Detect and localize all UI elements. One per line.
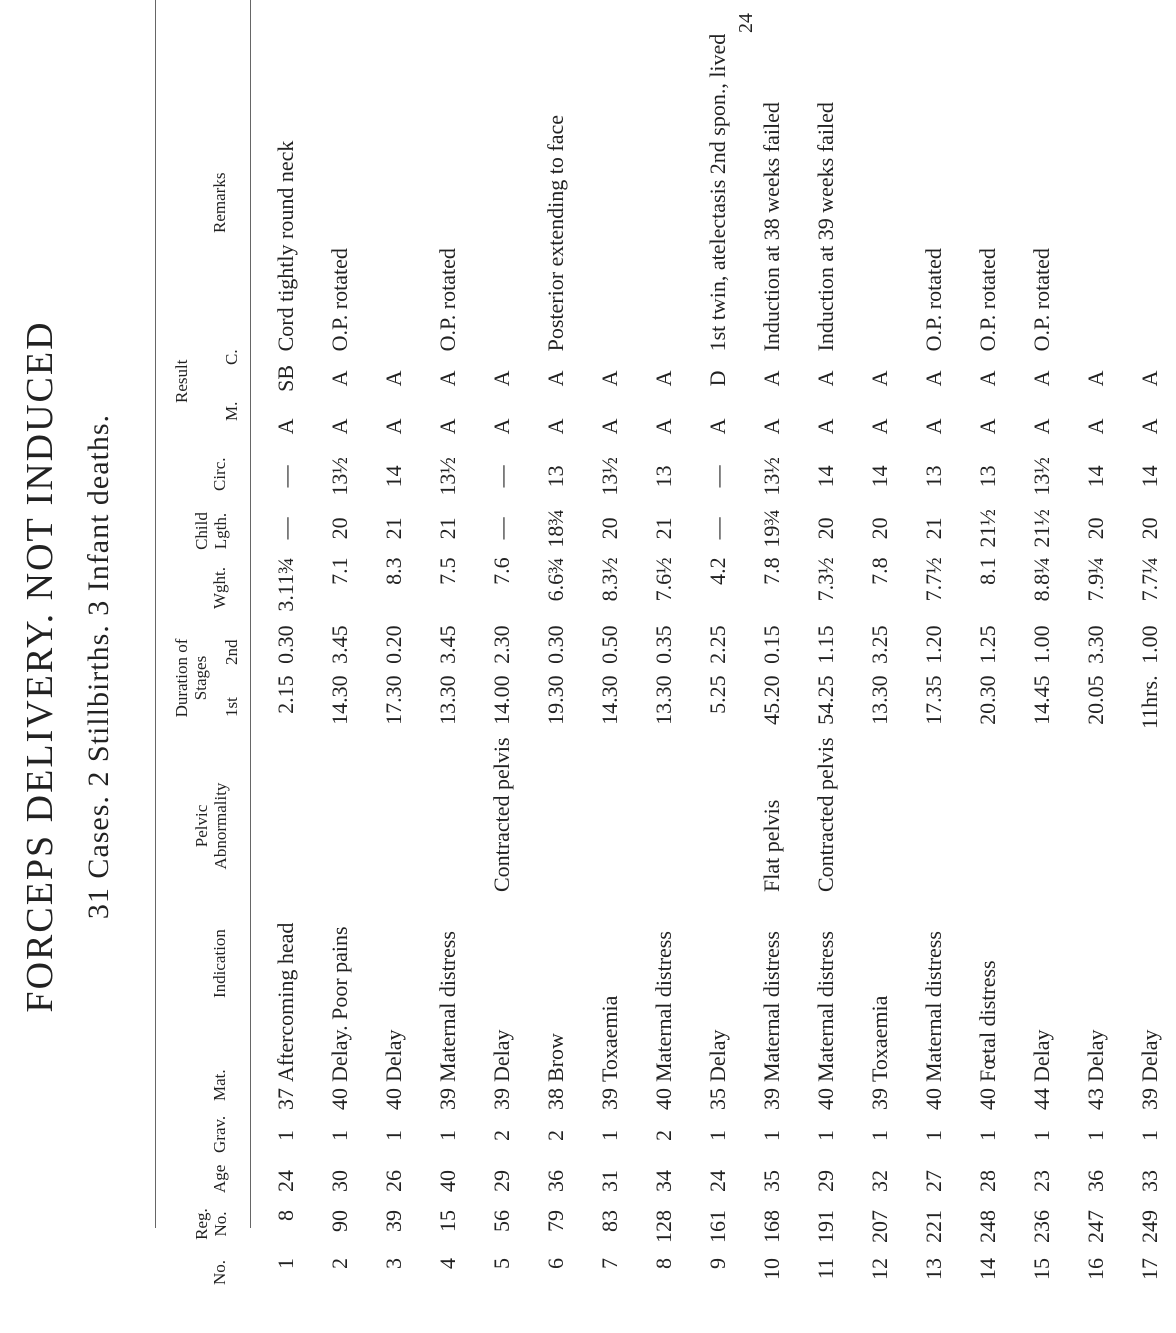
cell-m: A	[1028, 418, 1054, 435]
cell-lgth: 21	[434, 517, 460, 540]
cell-circ: 13½	[1028, 457, 1054, 496]
cell-m: A	[1136, 418, 1162, 435]
cell-lgth: 20	[1082, 517, 1108, 540]
cell-indication: Aftercoming head	[272, 922, 298, 1082]
cell-second: 2.25	[704, 625, 730, 664]
cell-second: 1.20	[920, 625, 946, 664]
cell-mat: 40	[650, 1088, 676, 1110]
cell-age: 26	[380, 1170, 406, 1192]
cell-lgth: —	[488, 517, 514, 540]
cell-second: 0.30	[272, 625, 298, 664]
cell-no: 8	[650, 1258, 676, 1269]
cell-second: 3.30	[1082, 625, 1108, 664]
table-row	[420, 31, 474, 1293]
cell-circ: —	[704, 465, 730, 488]
cell-lgth: 21	[650, 517, 676, 540]
cell-remarks	[474, 31, 528, 355]
cell-circ: 14	[1082, 465, 1108, 488]
page-subtitle: 31 Cases. 2 Stillbirths. 3 Infant deaths.	[82, 413, 115, 920]
cell-age: 32	[866, 1170, 892, 1192]
cell-reg: 90	[326, 1210, 352, 1232]
cell-c: A	[596, 370, 622, 387]
cell-m: A	[920, 418, 946, 435]
cell-age: 34	[650, 1170, 676, 1192]
cell-lgth: —	[272, 517, 298, 540]
cell-remarks	[1122, 31, 1176, 355]
cell-reg: 161	[704, 1210, 730, 1243]
cell-lgth: —	[704, 517, 730, 540]
cell-no: 3	[380, 1258, 406, 1269]
cell-indication: Brow	[542, 1033, 568, 1082]
cell-grav: 1	[596, 1130, 622, 1141]
col-header-pelvic: Pelvic Abnormality	[192, 782, 230, 870]
header-top-rule	[155, 0, 156, 1228]
cell-m: A	[542, 418, 568, 435]
cell-age: 24	[272, 1170, 298, 1192]
cell-mat: 39	[488, 1088, 514, 1110]
page-title: FORCEPS DELIVERY. NOT INDUCED	[19, 320, 61, 1013]
cell-grav: 1	[974, 1130, 1000, 1141]
cell-first: 20.30	[974, 675, 1000, 725]
cell-remarks: O.P. rotated	[434, 248, 460, 352]
cell-remarks: Induction at 38 weeks failed	[758, 102, 784, 352]
cell-age: 40	[434, 1170, 460, 1192]
cell-no: 14	[974, 1258, 1000, 1280]
cell-second: 0.35	[650, 625, 676, 664]
col-header-age: Age	[210, 1164, 229, 1193]
cell-wght: 7.8	[758, 557, 784, 585]
cell-indication: Maternal distress	[812, 931, 838, 1082]
cell-first: 19.30	[542, 675, 568, 725]
cell-age: 36	[542, 1170, 568, 1192]
cell-circ: 13½	[434, 457, 460, 496]
cell-wght: 8.3	[380, 557, 406, 585]
cell-no: 11	[812, 1258, 838, 1280]
cell-second: 1.25	[974, 625, 1000, 664]
cell-circ: 14	[866, 465, 892, 488]
cell-remarks: O.P. rotated	[974, 248, 1000, 352]
cell-pelvic	[582, 734, 636, 895]
col-header-duration: Duration of Stages	[172, 638, 210, 718]
cell-c: A	[758, 370, 784, 387]
cell-reg: 168	[758, 1210, 784, 1243]
cell-no: 13	[920, 1258, 946, 1280]
cell-pelvic	[1068, 734, 1122, 895]
cell-grav: 1	[380, 1130, 406, 1141]
cell-second: 0.20	[380, 625, 406, 664]
table-row	[582, 31, 636, 1293]
cell-grav: 1	[1082, 1130, 1108, 1141]
cell-remarks: 1st twin, atelectasis 2nd spon., lived	[704, 33, 730, 352]
cell-c: A	[1082, 370, 1108, 387]
cell-second: 1.15	[812, 625, 838, 664]
cell-reg: 39	[380, 1210, 406, 1232]
cell-mat: 43	[1082, 1088, 1108, 1110]
col-header-mat: Mat.	[210, 1069, 229, 1101]
table-row	[906, 31, 960, 1293]
cell-first: 2.15	[272, 675, 298, 714]
cell-no: 5	[488, 1258, 514, 1269]
cell-circ: 14	[812, 465, 838, 488]
col-header-wght: Wght.	[210, 566, 229, 609]
col-header-no: No.	[210, 1259, 229, 1285]
cell-pelvic	[1014, 734, 1068, 895]
cell-mat: 40	[812, 1088, 838, 1110]
cell-indication: Maternal distress	[434, 931, 460, 1082]
table-row	[258, 31, 312, 1293]
cell-first: 5.25	[704, 675, 730, 714]
cell-c: A	[920, 370, 946, 387]
cell-wght: 8.3½	[596, 557, 622, 602]
cell-age: 23	[1028, 1170, 1054, 1192]
cell-grav: 1	[272, 1130, 298, 1141]
table-row	[474, 31, 528, 1293]
cell-reg: 15	[434, 1210, 460, 1232]
cell-age: 24	[704, 1170, 730, 1192]
cell-remarks	[852, 31, 906, 355]
cell-remarks	[636, 31, 690, 355]
cell-lgth: 21½	[1028, 509, 1054, 548]
cell-wght: 8.1	[974, 557, 1000, 585]
cell-lgth: 21	[920, 517, 946, 540]
cell-grav: 1	[1028, 1130, 1054, 1141]
cell-mat: 38	[542, 1088, 568, 1110]
cell-pelvic	[906, 734, 960, 895]
cell-no: 15	[1028, 1258, 1054, 1280]
cell-indication: Maternal distress	[758, 931, 784, 1082]
cell-m: A	[380, 418, 406, 435]
table-row	[636, 31, 690, 1293]
cell-indication: Maternal distress	[920, 931, 946, 1082]
cell-indication: Maternal distress	[650, 931, 676, 1082]
forceps-cases-table	[258, 31, 1176, 1293]
cell-grav: 1	[434, 1130, 460, 1141]
cell-age: 35	[758, 1170, 784, 1192]
cell-m: A	[866, 418, 892, 435]
cell-mat: 37	[272, 1088, 298, 1110]
cell-circ: 13	[650, 465, 676, 488]
cell-indication: Delay	[1136, 1029, 1162, 1082]
col-header-remarks: Remarks	[210, 172, 229, 233]
cell-indication: Delay. Poor pains	[326, 926, 352, 1082]
cell-mat: 40	[326, 1088, 352, 1110]
cell-age: 33	[1136, 1170, 1162, 1192]
cell-c: A	[542, 370, 568, 387]
cell-mat: 40	[920, 1088, 946, 1110]
col-header-indication: Indication	[210, 929, 229, 998]
cell-first: 17.30	[380, 675, 406, 725]
cell-first: 14.00	[488, 675, 514, 725]
cell-wght: 4.2	[704, 557, 730, 585]
cell-mat: 44	[1028, 1088, 1054, 1110]
cell-c: A	[1136, 370, 1162, 387]
cell-lgth: 20	[1136, 517, 1162, 540]
cell-second: 1.00	[1028, 625, 1054, 664]
cell-no: 17	[1136, 1258, 1162, 1280]
cell-reg: 56	[488, 1210, 514, 1232]
cell-c: A	[1028, 370, 1054, 387]
cell-m: A	[272, 418, 298, 435]
cell-age: 36	[1082, 1170, 1108, 1192]
cell-lgth: 21	[380, 517, 406, 540]
cell-mat: 40	[380, 1088, 406, 1110]
cell-second: 3.45	[326, 625, 352, 664]
cell-indication: Delay	[380, 1029, 406, 1082]
cell-circ: —	[272, 465, 298, 488]
col-header-m: M.	[222, 401, 241, 421]
cell-first: 14.45	[1028, 675, 1054, 725]
cell-m: A	[434, 418, 460, 435]
cell-no: 4	[434, 1258, 460, 1269]
cell-reg: 83	[596, 1210, 622, 1232]
cell-no: 1	[272, 1258, 298, 1269]
cell-pelvic	[1122, 734, 1176, 895]
header-bottom-rule	[250, 0, 251, 1228]
cell-no: 12	[866, 1258, 892, 1280]
cell-age: 30	[326, 1170, 352, 1192]
cell-c: A	[434, 370, 460, 387]
cell-mat: 40	[974, 1088, 1000, 1110]
cell-wght: 7.3½	[812, 557, 838, 602]
table-row	[744, 31, 798, 1293]
cell-m: A	[326, 418, 352, 435]
cell-circ: —	[488, 465, 514, 488]
cell-c: A	[866, 370, 892, 387]
cell-m: A	[488, 418, 514, 435]
cell-grav: 2	[542, 1130, 568, 1141]
cell-first: 13.30	[866, 675, 892, 725]
cell-indication: Delay	[1082, 1029, 1108, 1082]
cell-grav: 1	[704, 1130, 730, 1141]
table-row	[798, 31, 852, 1293]
cell-first: 13.30	[650, 675, 676, 725]
cell-wght: 7.8	[866, 557, 892, 585]
cell-m: A	[974, 418, 1000, 435]
cell-lgth: 20	[866, 517, 892, 540]
cell-second: 1.00	[1136, 625, 1162, 664]
cell-remarks: Induction at 39 weeks failed	[812, 102, 838, 352]
cell-c: D	[704, 370, 730, 387]
cell-first: 20.05	[1082, 675, 1108, 725]
cell-pelvic	[636, 734, 690, 895]
cell-age: 31	[596, 1170, 622, 1192]
cell-reg: 79	[542, 1210, 568, 1232]
cell-pelvic: Contracted pelvis	[812, 737, 838, 892]
cell-pelvic: Contracted pelvis	[488, 737, 514, 892]
cell-grav: 1	[758, 1130, 784, 1141]
cell-wght: 7.1	[326, 557, 352, 585]
cell-first: 11hrs.	[1136, 675, 1162, 729]
cell-pelvic	[960, 734, 1014, 895]
table-row	[528, 31, 582, 1293]
cell-circ: 13	[974, 465, 1000, 488]
cell-remarks: O.P. rotated	[920, 248, 946, 352]
cell-second: 0.50	[596, 625, 622, 664]
cell-indication: Delay	[488, 1029, 514, 1082]
cell-c: SB	[272, 364, 298, 392]
cell-pelvic	[420, 734, 474, 895]
col-header-reg-no: Reg. No.	[192, 1208, 230, 1240]
cell-first: 17.35	[920, 675, 946, 725]
cell-wght: 6.6¾	[542, 557, 568, 602]
cell-no: 16	[1082, 1258, 1108, 1280]
cell-m: A	[758, 418, 784, 435]
col-header-result: Result	[172, 359, 191, 403]
cell-mat: 39	[758, 1088, 784, 1110]
cell-circ: 13½	[326, 457, 352, 496]
cell-c: A	[650, 370, 676, 387]
cell-age: 29	[812, 1170, 838, 1192]
cell-mat: 39	[866, 1088, 892, 1110]
cell-lgth: 21½	[974, 509, 1000, 548]
cell-no: 2	[326, 1258, 352, 1269]
cell-m: A	[1082, 418, 1108, 435]
cell-age: 27	[920, 1170, 946, 1192]
cell-pelvic	[258, 734, 312, 895]
col-header-child-lgth: Child Lgth.	[192, 512, 230, 550]
table-row	[312, 31, 366, 1293]
cell-first: 14.30	[326, 675, 352, 725]
cell-grav: 1	[1136, 1130, 1162, 1141]
cell-circ: 13	[542, 465, 568, 488]
cell-pelvic	[312, 734, 366, 895]
cell-pelvic	[366, 734, 420, 895]
table-row	[366, 31, 420, 1293]
cell-c: A	[488, 370, 514, 387]
cell-second: 0.30	[542, 625, 568, 664]
cell-first: 14.30	[596, 675, 622, 725]
cell-no: 10	[758, 1258, 784, 1280]
col-header-circ: Circ.	[210, 457, 229, 491]
cell-second: 3.45	[434, 625, 460, 664]
cell-no: 9	[704, 1258, 730, 1269]
cell-first: 13.30	[434, 675, 460, 725]
cell-wght: 7.9¼	[1082, 557, 1108, 602]
cell-indication: Toxaemia	[596, 995, 622, 1082]
table-row	[690, 31, 744, 1293]
cell-circ: 14	[380, 465, 406, 488]
cell-remarks	[582, 31, 636, 355]
cell-no: 6	[542, 1258, 568, 1269]
cell-c: A	[974, 370, 1000, 387]
cell-grav: 1	[920, 1130, 946, 1141]
cell-m: A	[704, 418, 730, 435]
cell-second: 2.30	[488, 625, 514, 664]
cell-grav: 2	[650, 1130, 676, 1141]
cell-lgth: 20	[812, 517, 838, 540]
cell-lgth: 20	[596, 517, 622, 540]
cell-wght: 8.8¼	[1028, 557, 1054, 602]
table-row	[1122, 31, 1176, 1293]
cell-m: A	[812, 418, 838, 435]
cell-mat: 39	[596, 1088, 622, 1110]
cell-c: A	[812, 370, 838, 387]
cell-c: A	[380, 370, 406, 387]
cell-indication: Fœtal distress	[974, 960, 1000, 1082]
cell-m: A	[596, 418, 622, 435]
cell-pelvic: Flat pelvis	[758, 799, 784, 892]
cell-mat: 35	[704, 1088, 730, 1110]
cell-lgth: 18¾	[542, 509, 568, 548]
table-row	[960, 31, 1014, 1293]
cell-wght: 7.6	[488, 557, 514, 585]
cell-circ: 14	[1136, 465, 1162, 488]
cell-reg: 247	[1082, 1210, 1108, 1243]
cell-indication: Toxaemia	[866, 995, 892, 1082]
cell-reg: 207	[866, 1210, 892, 1243]
cell-remarks	[1068, 31, 1122, 355]
cell-reg: 8	[272, 1210, 298, 1221]
cell-mat: 39	[1136, 1088, 1162, 1110]
col-header-first: 1st	[222, 697, 241, 717]
col-header-c: C.	[222, 349, 241, 365]
cell-wght: 7.6½	[650, 557, 676, 602]
cell-wght: 7.7¼	[1136, 557, 1162, 602]
cell-grav: 1	[812, 1130, 838, 1141]
cell-c: A	[326, 370, 352, 387]
cell-second: 3.25	[866, 625, 892, 664]
table-row	[852, 31, 906, 1293]
cell-pelvic	[852, 734, 906, 895]
cell-lgth: 19¾	[758, 509, 784, 548]
col-header-second: 2nd	[222, 639, 241, 665]
cell-no: 7	[596, 1258, 622, 1269]
cell-reg: 221	[920, 1210, 946, 1243]
cell-pelvic	[690, 734, 744, 895]
cell-reg: 128	[650, 1210, 676, 1243]
cell-lgth: 20	[326, 517, 352, 540]
cell-wght: 7.5	[434, 557, 460, 585]
cell-age: 29	[488, 1170, 514, 1192]
cell-grav: 1	[326, 1130, 352, 1141]
table-body	[258, 31, 1176, 1293]
cell-remarks: Cord tightly round neck	[272, 140, 298, 352]
cell-grav: 1	[866, 1130, 892, 1141]
cell-indication: Delay	[704, 1029, 730, 1082]
cell-reg: 249	[1136, 1210, 1162, 1243]
cell-wght: 7.7½	[920, 557, 946, 602]
cell-reg: 236	[1028, 1210, 1054, 1243]
cell-grav: 2	[488, 1130, 514, 1141]
cell-age: 28	[974, 1170, 1000, 1192]
page-number: 24	[735, 13, 757, 33]
cell-first: 45.20	[758, 675, 784, 725]
cell-circ: 13	[920, 465, 946, 488]
col-header-grav: Grav.	[210, 1115, 229, 1153]
cell-mat: 39	[434, 1088, 460, 1110]
table-row	[1068, 31, 1122, 1293]
cell-remarks	[366, 31, 420, 355]
cell-first: 54.25	[812, 675, 838, 725]
cell-reg: 248	[974, 1210, 1000, 1243]
cell-remarks: Posterior extending to face	[542, 114, 568, 352]
cell-circ: 13½	[596, 457, 622, 496]
cell-wght: 3.11¾	[272, 557, 298, 612]
cell-second: 0.15	[758, 625, 784, 664]
cell-remarks: O.P. rotated	[326, 248, 352, 352]
cell-reg: 191	[812, 1210, 838, 1243]
cell-indication: Delay	[1028, 1029, 1054, 1082]
cell-circ: 13½	[758, 457, 784, 496]
cell-m: A	[650, 418, 676, 435]
cell-pelvic	[528, 734, 582, 895]
cell-remarks: O.P. rotated	[1028, 248, 1054, 352]
table-row	[1014, 31, 1068, 1293]
